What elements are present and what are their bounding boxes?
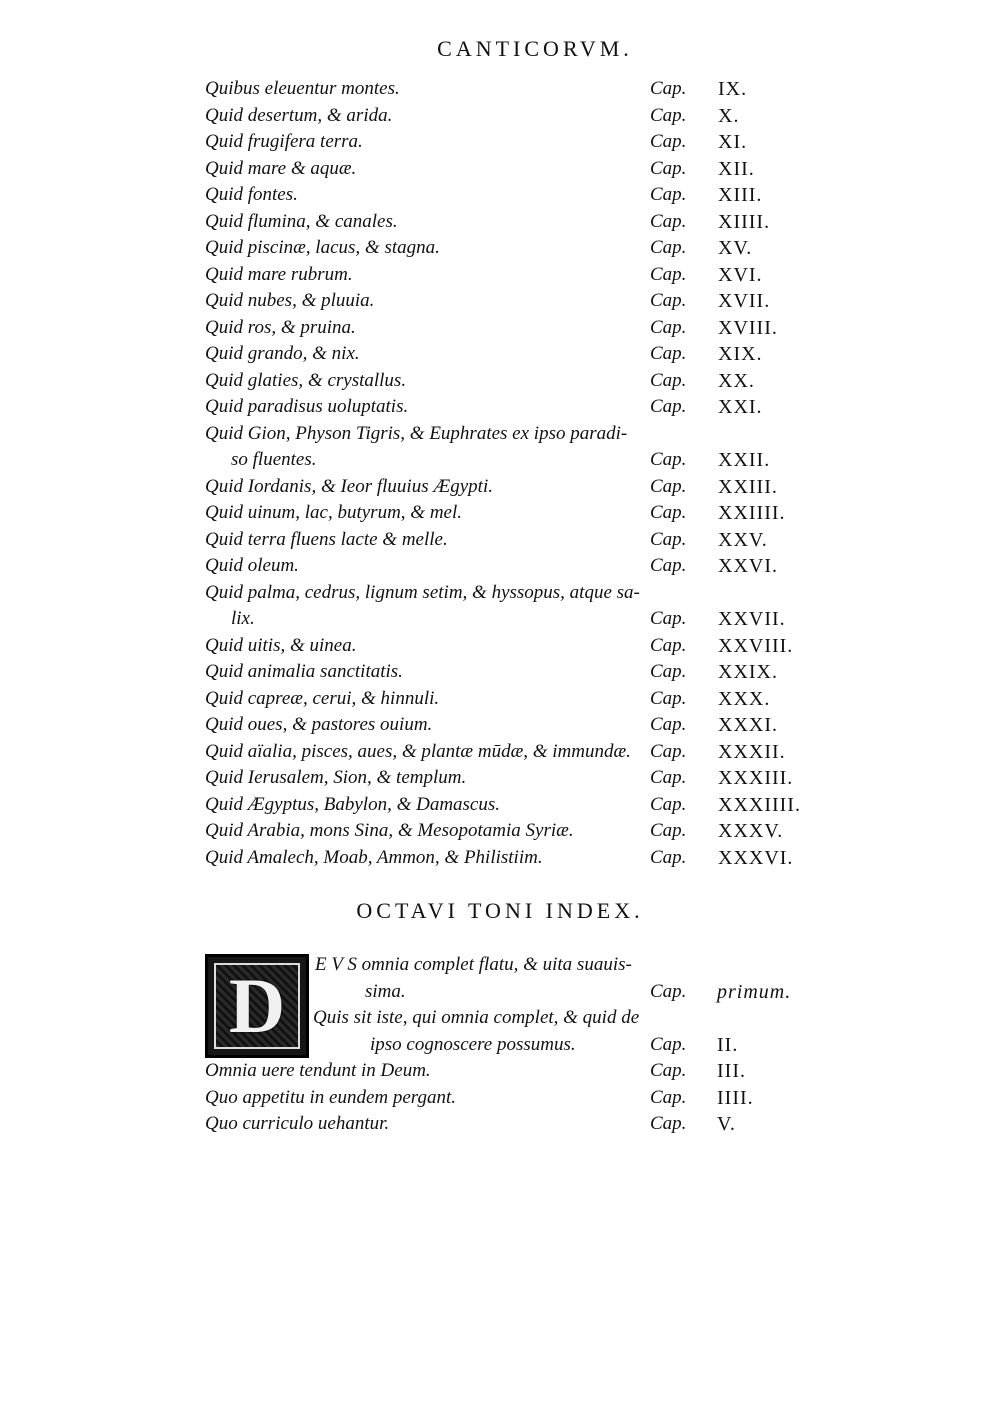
entry-cap-label: Cap. bbox=[650, 290, 687, 311]
entry-text: Quid flumina, & canales. bbox=[205, 210, 398, 232]
entry-cap-label: Cap. bbox=[650, 767, 687, 788]
entry-cap-label: Cap. bbox=[650, 714, 687, 735]
entry-cap-label: Cap. bbox=[650, 1113, 687, 1134]
entry-cap-label: Cap. bbox=[650, 369, 687, 391]
entry-text: Quibus eleuentur montes. bbox=[205, 78, 400, 99]
index-entry bbox=[205, 209, 845, 236]
entry-cap-label: Cap. bbox=[650, 555, 687, 576]
entry-chapter-number: XXXV. bbox=[718, 820, 784, 842]
entry-text: Quid ros, & pruina. bbox=[205, 316, 356, 338]
index-entry bbox=[205, 262, 845, 289]
index-entry bbox=[205, 1032, 845, 1058]
entry-cap-label: Cap. bbox=[650, 1060, 687, 1081]
entry-cap-label: Cap. bbox=[650, 449, 687, 470]
index-entry bbox=[205, 500, 845, 527]
index-entry bbox=[205, 394, 845, 421]
index-entry bbox=[205, 103, 845, 130]
entry-chapter-number: primum. bbox=[717, 980, 792, 1003]
index-entry bbox=[205, 447, 845, 474]
index-entry bbox=[205, 288, 845, 315]
entry-text: ipso cognoscere possumus. bbox=[370, 1033, 576, 1055]
section-title: OCTAVI TONI INDEX. bbox=[356, 898, 644, 923]
index-entry bbox=[205, 818, 845, 845]
entry-cap-label: Cap. bbox=[650, 980, 687, 1002]
index-entry bbox=[205, 765, 845, 792]
entry-chapter-number: XXXI. bbox=[718, 714, 778, 736]
index-entry bbox=[205, 979, 845, 1005]
header-title: CANTICORVM. bbox=[437, 36, 633, 61]
entry-text: Quo curriculo uehantur. bbox=[205, 1113, 390, 1134]
entry-cap-label: Cap. bbox=[650, 78, 687, 99]
entry-cap-label: Cap. bbox=[650, 210, 687, 232]
entry-chapter-number: XXX. bbox=[718, 687, 771, 710]
index-entry bbox=[205, 659, 845, 686]
entry-chapter-number: XXVII. bbox=[718, 608, 786, 630]
entry-text: Quid paradisus uoluptatis. bbox=[205, 396, 409, 417]
entry-text: Quid uinum, lac, butyrum, & mel. bbox=[205, 502, 463, 523]
index-entry bbox=[205, 341, 845, 368]
entry-text: Quid Ægyptus, Babylon, & Damascus. bbox=[205, 793, 501, 815]
chapter-index-list bbox=[205, 76, 845, 871]
entry-cap-label: Cap. bbox=[650, 687, 687, 709]
entry-text: Quis sit iste, qui omnia complet, & quid de bbox=[313, 1007, 640, 1028]
entry-cap-label: Cap. bbox=[650, 793, 687, 815]
entry-text: Quid grando, & nix. bbox=[205, 343, 360, 364]
entry-chapter-number: XI. bbox=[718, 131, 748, 153]
entry-chapter-number: XVIII. bbox=[718, 316, 778, 339]
entry-cap-label: Cap. bbox=[650, 263, 687, 285]
index-entry bbox=[205, 739, 845, 766]
index-entry bbox=[205, 712, 845, 739]
index-entry bbox=[205, 553, 845, 580]
entry-text: Quid fontes. bbox=[205, 184, 298, 205]
entry-chapter-number: XXXIII. bbox=[718, 767, 794, 789]
entry-cap-label: Cap. bbox=[650, 820, 687, 841]
entry-cap-label: Cap. bbox=[650, 104, 687, 126]
entry-chapter-number: XXIIII. bbox=[718, 502, 786, 524]
entry-chapter-number: XXIX. bbox=[718, 661, 778, 683]
index-entry bbox=[205, 1085, 845, 1111]
entry-text: Quid capreæ, cerui, & hinnuli. bbox=[205, 687, 440, 709]
entry-chapter-number: XIX. bbox=[718, 343, 763, 365]
entry-text: E V S omnia complet flatu, & uita suauis- bbox=[315, 954, 632, 975]
index-entry bbox=[205, 474, 845, 501]
entry-cap-label: Cap. bbox=[650, 343, 687, 364]
entry-text: Quid frugifera terra. bbox=[205, 131, 363, 152]
entry-cap-label: Cap. bbox=[650, 316, 687, 338]
entry-text: so fluentes. bbox=[231, 449, 317, 470]
entry-cap-label: Cap. bbox=[650, 1086, 687, 1108]
index-entry bbox=[205, 368, 845, 395]
entry-chapter-number: II. bbox=[717, 1033, 739, 1056]
index-entry bbox=[205, 156, 845, 183]
entry-chapter-number: XXXIIII. bbox=[718, 793, 801, 816]
entry-cap-label: Cap. bbox=[650, 396, 687, 417]
index-entry bbox=[205, 1005, 845, 1031]
entry-text: Quid mare rubrum. bbox=[205, 263, 353, 285]
entry-chapter-number: IIII. bbox=[717, 1086, 754, 1109]
index-entry bbox=[205, 633, 845, 660]
entry-cap-label: Cap. bbox=[650, 131, 687, 152]
index-entry bbox=[205, 76, 845, 103]
entry-chapter-number: XIII. bbox=[718, 184, 763, 206]
entry-chapter-number: XXIII. bbox=[718, 475, 778, 498]
entry-chapter-number: XXXVI. bbox=[718, 846, 794, 869]
entry-chapter-number: XIIII. bbox=[718, 210, 771, 233]
entry-chapter-number: XVI. bbox=[718, 263, 763, 286]
entry-chapter-number: XV. bbox=[718, 237, 753, 259]
entry-chapter-number: IX. bbox=[718, 78, 748, 100]
entry-text: Quid oleum. bbox=[205, 555, 299, 576]
entry-chapter-number: XXXII. bbox=[718, 740, 786, 763]
entry-text: Quid uitis, & uinea. bbox=[205, 634, 357, 656]
entry-chapter-number: X. bbox=[718, 104, 740, 127]
entry-text: Quid Gion, Physon Tigris, & Euphrates ex ipso paradi- bbox=[205, 422, 628, 444]
entry-text: Omnia uere tendunt in Deum. bbox=[205, 1060, 431, 1081]
entry-chapter-number: XX. bbox=[718, 369, 755, 392]
initial-letter: D bbox=[228, 962, 286, 1049]
entry-text: Quid mare & aquæ. bbox=[205, 157, 357, 179]
entry-cap-label: Cap. bbox=[650, 157, 687, 179]
entry-chapter-number: XXII. bbox=[718, 449, 771, 471]
index-entry bbox=[205, 1058, 845, 1084]
index-entry bbox=[205, 527, 845, 554]
entry-cap-label: Cap. bbox=[650, 184, 687, 205]
entry-cap-label: Cap. bbox=[650, 475, 687, 497]
entry-cap-label: Cap. bbox=[650, 846, 687, 868]
index-entry bbox=[205, 421, 845, 448]
index-entry bbox=[205, 606, 845, 633]
entry-text: Quid piscinæ, lacus, & stagna. bbox=[205, 237, 440, 258]
entry-text: Quid aïalia, pisces, aues, & plantæ mūdæ, & immundæ. bbox=[205, 740, 631, 762]
entry-cap-label: Cap. bbox=[650, 1033, 687, 1055]
index-entry bbox=[205, 182, 845, 209]
entry-chapter-number: XXV. bbox=[718, 528, 768, 551]
index-entry bbox=[205, 315, 845, 342]
entry-cap-label: Cap. bbox=[650, 740, 687, 762]
entry-text: Quid glaties, & crystallus. bbox=[205, 369, 407, 391]
entry-chapter-number: XII. bbox=[718, 157, 755, 180]
running-header bbox=[0, 36, 1000, 62]
entry-text: Quid animalia sanctitatis. bbox=[205, 661, 403, 682]
entry-cap-label: Cap. bbox=[650, 661, 687, 682]
index-entry bbox=[205, 686, 845, 713]
index-entry bbox=[205, 1111, 845, 1137]
entry-chapter-number: XVII. bbox=[718, 290, 771, 312]
entry-text: Quid nubes, & pluuia. bbox=[205, 290, 375, 311]
entry-text: Quid Ierusalem, Sion, & templum. bbox=[205, 767, 467, 788]
entry-text: Quid Iordanis, & Ieor fluuius Ægypti. bbox=[205, 475, 493, 497]
entry-text: Quid palma, cedrus, lignum setim, & hyssopus, atque sa- bbox=[205, 581, 640, 603]
entry-cap-label: Cap. bbox=[650, 237, 687, 258]
entry-text: Quid desertum, & arida. bbox=[205, 104, 393, 126]
entry-text: sima. bbox=[365, 980, 406, 1002]
entry-cap-label: Cap. bbox=[650, 528, 687, 550]
entry-text: Quid Arabia, mons Sina, & Mesopotamia Syriæ. bbox=[205, 820, 574, 841]
entry-text: Quid Amalech, Moab, Ammon, & Philistiim. bbox=[205, 846, 543, 868]
section-heading bbox=[0, 898, 1000, 924]
entry-text: Quo appetitu in eundem pergant. bbox=[205, 1086, 457, 1108]
entry-cap-label: Cap. bbox=[650, 634, 687, 656]
octavi-toni-index-list bbox=[205, 952, 845, 1142]
index-entry bbox=[205, 792, 845, 819]
index-entry bbox=[205, 845, 845, 872]
entry-text: Quid oues, & pastores ouium. bbox=[205, 714, 433, 735]
entry-text: Quid terra fluens lacte & melle. bbox=[205, 528, 448, 550]
entry-chapter-number: III. bbox=[717, 1060, 746, 1082]
entry-chapter-number: V. bbox=[717, 1113, 736, 1135]
entry-chapter-number: XXVIII. bbox=[718, 634, 794, 657]
index-entry bbox=[205, 129, 845, 156]
entry-chapter-number: XXVI. bbox=[718, 555, 778, 577]
entry-text: lix. bbox=[231, 608, 255, 629]
index-entry bbox=[205, 952, 845, 978]
entry-cap-label: Cap. bbox=[650, 502, 687, 523]
index-entry bbox=[205, 580, 845, 607]
index-entry bbox=[205, 235, 845, 262]
entry-chapter-number: XXI. bbox=[718, 396, 763, 418]
entry-cap-label: Cap. bbox=[650, 608, 687, 629]
